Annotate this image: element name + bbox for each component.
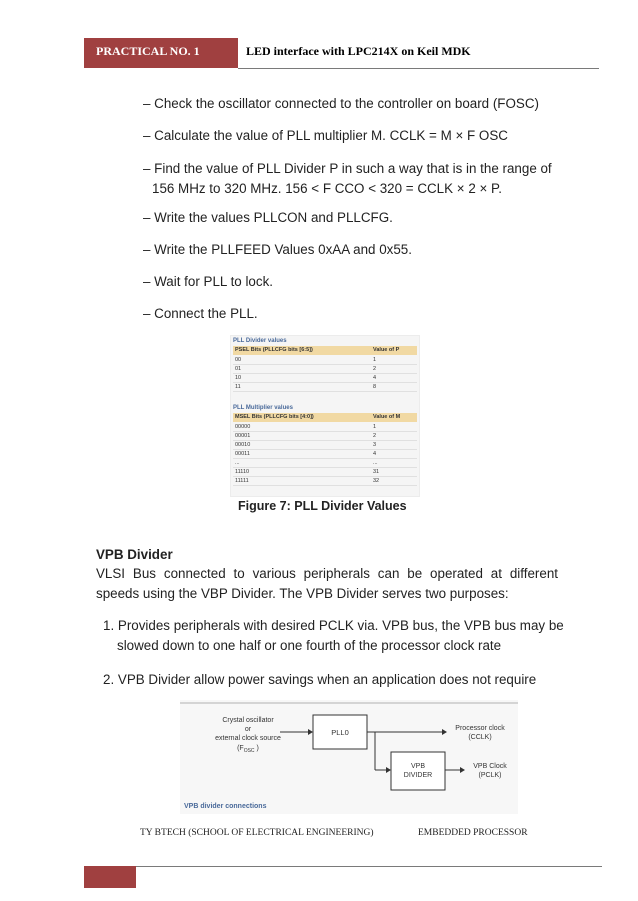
vpb-divider-label-line2: DIVIDER xyxy=(403,772,433,779)
pll-multiplier-header-row xyxy=(233,413,417,422)
vpb-divider-label-line1: VPB xyxy=(410,763,426,770)
table-row: 01 2 xyxy=(233,365,417,374)
step-item: – Find the value of PLL Divider P in such a way that is in the range of xyxy=(143,161,552,176)
step-item: – Wait for PLL to lock. xyxy=(143,274,273,289)
table-row: 10 4 xyxy=(233,374,417,383)
pclk-label: VPB Clock xyxy=(473,763,507,770)
table-row: 11110 31 xyxy=(233,468,417,477)
footer-rule xyxy=(136,866,602,867)
header-rule xyxy=(238,68,599,69)
source-label-line4: (F xyxy=(237,745,244,752)
step-item: – Check the oscillator connected to the controller on board (FOSC) xyxy=(143,96,539,111)
table-row: 00001 2 xyxy=(233,432,417,441)
processor-clock-sublabel: (CCLK) xyxy=(468,734,492,741)
list-item: 1. Provides peripherals with desired PCLK via. VPB bus, the VPB bus may be xyxy=(103,618,564,633)
table-row: 00010 3 xyxy=(233,441,417,450)
table-row: ... ... xyxy=(233,459,417,468)
footer-accent-block xyxy=(84,866,136,888)
pll0-label: PLL0 xyxy=(331,728,349,737)
pll-multiplier-col2-header: Value of M xyxy=(373,414,401,420)
diagram-caption: VPB divider connections xyxy=(184,803,267,810)
source-label-line3: external clock source xyxy=(215,735,281,742)
pclk-sublabel: (PCLK) xyxy=(478,772,502,779)
pll-divider-col1-header: PSEL Bits (PLLCFG bits [6:5]) xyxy=(235,347,313,353)
step-item: – Connect the PLL. xyxy=(143,306,258,321)
section-intro: VLSI Bus connected to various peripherals can be operated at different speeds using the VBP Divider. The VPB Divider serves two purposes: xyxy=(96,566,558,601)
section-heading: VPB Divider xyxy=(96,547,173,562)
practical-number: PRACTICAL NO. 1 xyxy=(96,44,200,58)
pll-multiplier-col1-header: MSEL Bits (PLLCFG bits [4:0]) xyxy=(235,414,314,420)
vpb-divider-diagram xyxy=(180,700,518,814)
pll-divider-caption: PLL Divider values xyxy=(233,338,287,344)
footer-right: EMBEDDED PROCESSOR xyxy=(418,828,528,838)
step-item: – Write the PLLFEED Values 0xAA and 0x55. xyxy=(143,242,412,257)
list-item-continuation: slowed down to one half or one fourth of the processor clock rate xyxy=(117,638,502,653)
pll-tables-figure xyxy=(230,335,420,497)
table-row: 00000 1 xyxy=(233,423,417,432)
step-item: – Write the values PLLCON and PLLCFG. xyxy=(143,210,393,225)
pll-divider-col2-header: Value of P xyxy=(373,347,400,353)
pll-multiplier-caption: PLL Multiplier values xyxy=(233,405,293,411)
figure-caption: Figure 7: PLL Divider Values xyxy=(238,499,407,513)
table-row: 00011 4 xyxy=(233,450,417,459)
source-label-line1: Crystal oscillator xyxy=(222,717,274,724)
table-row: 11 8 xyxy=(233,383,417,392)
pll-divider-header-row xyxy=(233,346,417,355)
source-label-close: ) xyxy=(256,745,259,752)
source-label-line2: or xyxy=(244,726,252,733)
table-row: 11111 32 xyxy=(233,477,417,486)
vpb-divider-block xyxy=(391,752,445,790)
footer-left: TY BTECH (SCHOOL OF ELECTRICAL ENGINEERING) xyxy=(140,828,374,838)
step-item: – Calculate the value of PLL multiplier M. CCLK = M × F OSC xyxy=(143,128,508,143)
list-item: 2. VPB Divider allow power savings when an application does not require xyxy=(103,672,537,687)
source-label-sub: OSC xyxy=(243,748,255,754)
processor-clock-label: Processor clock xyxy=(455,725,505,732)
step-item-continuation: 156 MHz to 320 MHz. 156 < F CCO < 320 = CCLK × 2 × P. xyxy=(152,181,502,196)
table-row: 00 1 xyxy=(233,356,417,365)
page-title: LED interface with LPC214X on Keil MDK xyxy=(246,44,471,58)
